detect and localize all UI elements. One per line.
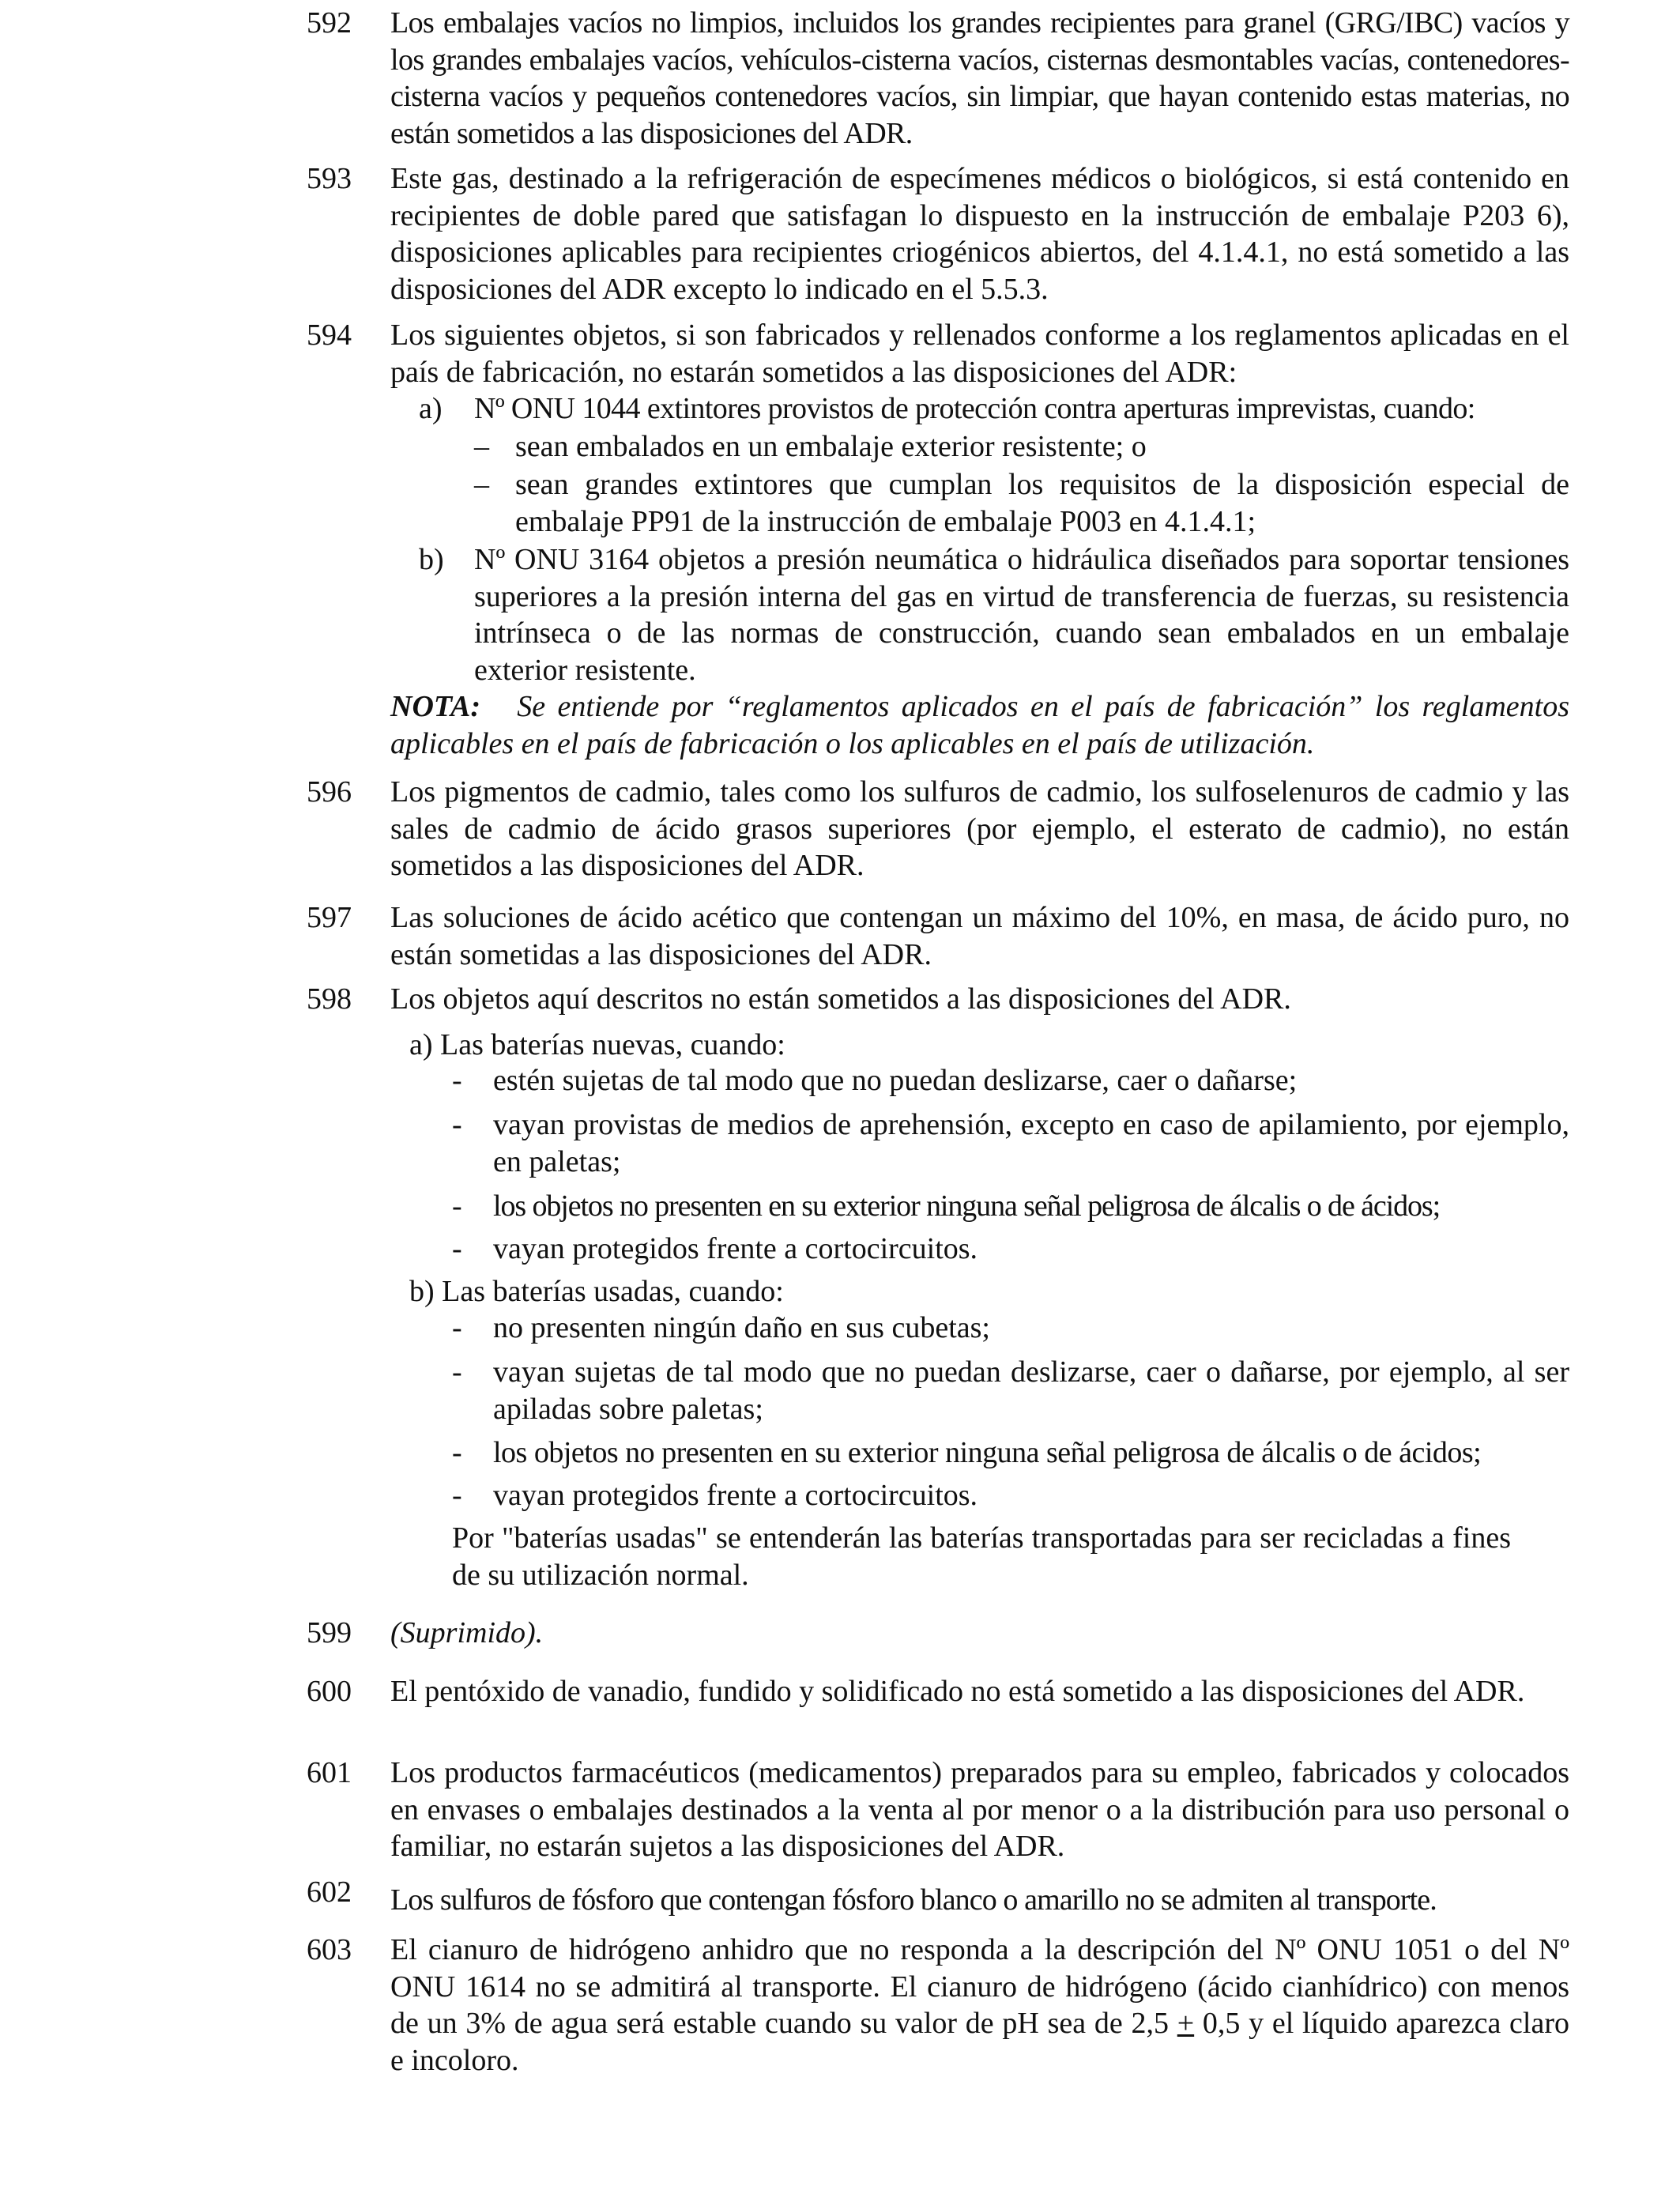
hyphen-mark: -	[452, 1311, 462, 1344]
item-label-b: b)	[419, 543, 444, 576]
b-item-1: no presenten ningún daño en sus cubetas;	[493, 1311, 990, 1344]
provision-text: Los embalajes vacíos no limpios, incluidos los grandes recipientes para granel (GRG/IBC) vacíos y los grandes embalajes vacíos, vehículos-cisterna vacíos, cisternas desmontables vacías, contenedores-cisterna vacíos y pequeños contenedores vacíos, sin limpiar, que hayan contenido estas materias, no están sometidos a las disposiciones del ADR.	[390, 6, 1569, 150]
provision-text: Los sulfuros de fósforo que contengan fósforo blanco o amarillo no se admiten al transporte.	[390, 1883, 1437, 1917]
hyphen-mark: -	[452, 1064, 462, 1097]
dash-mark: –	[474, 468, 489, 501]
provision-text: Los objetos aquí descritos no están sometidos a las disposiciones del ADR.	[390, 982, 1291, 1016]
b-item-3: los objetos no presenten en su exterior ninguna señal peligrosa de álcalis o de ácidos;	[493, 1436, 1482, 1469]
hyphen-mark: -	[452, 1108, 462, 1141]
provision-text	[390, 1932, 1569, 2079]
sub-heading-a: a) Las baterías nuevas, cuando:	[409, 1028, 785, 1061]
text-after: 0,5 y el líquido aparezca claro e incoloro.	[390, 2007, 1569, 2077]
provision-text: El pentóxido de vanadio, fundido y solidificado no está sometido a las disposiciones del ADR.	[390, 1675, 1525, 1708]
text-before: El cianuro de hidrógeno anhidro que no responda a la descripción del Nº ONU 1051 o del Nº ONU 1614 no se admitirá al transporte. El cianuro de hidrógeno (ácido cianhídrico) con menos de un 3% de agua será estable cuando su valor de pH sea de 2,5	[390, 1933, 1569, 2040]
provision-number: 596	[307, 775, 352, 809]
provision-number: 601	[307, 1756, 352, 1789]
provision-number: 603	[307, 1933, 352, 1966]
item-label-a: a)	[419, 392, 443, 425]
hyphen-mark: -	[452, 1232, 462, 1265]
item-a-dash-1: sean embalados en un embalaje exterior resistente; o	[515, 430, 1147, 463]
hyphen-mark: -	[452, 1355, 462, 1389]
item-a-dash-2: sean grandes extintores que cumplan los requisitos de la disposición especial de embalaje PP91 de la instrucción de embalaje P003 en 4.1.4.1;	[515, 468, 1569, 538]
plus-minus-sign: +	[1177, 2007, 1195, 2040]
a-item-3: los objetos no presenten en su exterior ninguna señal peligrosa de álcalis o de ácidos;	[493, 1189, 1441, 1223]
provision-text: Los productos farmacéuticos (medicamentos) preparados para su empleo, fabricados y colocados en envases o embalajes destinados a la venta al por menor o a la distribución para uso personal o familiar, no estarán sujetos a las disposiciones del ADR.	[390, 1756, 1569, 1863]
provision-number: 602	[307, 1875, 352, 1909]
b-item-4: vayan protegidos frente a cortocircuitos.	[493, 1479, 978, 1512]
note-text: Se entiende por “reglamentos aplicados en el país de fabricación” los reglamentos aplicables en el país de fabricación o los aplicables en el país de utilización.	[390, 690, 1570, 760]
note-label: NOTA:	[390, 690, 480, 723]
provision-text: Los pigmentos de cadmio, tales como los sulfuros de cadmio, los sulfoselenuros de cadmio y las sales de cadmio de ácido grasos superiores (por ejemplo, el esterato de cadmio), no están sometidos a las disposiciones del ADR.	[390, 775, 1569, 882]
provision-text: Los siguientes objetos, si son fabricados y rellenados conforme a los reglamentos aplicadas en el país de fabricación, no estarán sometidos a las disposiciones del ADR:	[390, 319, 1569, 389]
provision-number: 594	[307, 319, 352, 352]
b-item-2: vayan sujetas de tal modo que no puedan deslizarse, caer o dañarse, por ejemplo, al ser apiladas sobre paletas;	[493, 1355, 1569, 1426]
a-item-4: vayan protegidos frente a cortocircuitos.	[493, 1232, 978, 1265]
provision-number: 599	[307, 1616, 352, 1649]
provision-number: 600	[307, 1675, 352, 1708]
provision-text: Las soluciones de ácido acético que contengan un máximo del 10%, en masa, de ácido puro, no están sometidas a las disposiciones del ADR.	[390, 901, 1569, 971]
hyphen-mark: -	[452, 1189, 462, 1223]
item-text-a: Nº ONU 1044 extintores provistos de protección contra aperturas imprevistas, cuando:	[474, 392, 1475, 425]
closing-definition: Por "baterías usadas" se entenderán las baterías transportadas para ser recicladas a fines de su utilización normal.	[452, 1521, 1511, 1592]
provision-number: 593	[307, 162, 352, 195]
provision-text: (Suprimido).	[390, 1616, 544, 1649]
a-item-2: vayan provistas de medios de aprehensión, excepto en caso de apilamiento, por ejemplo, en paletas;	[493, 1108, 1569, 1178]
sub-heading-b: b) Las baterías usadas, cuando:	[409, 1275, 784, 1308]
dash-mark: –	[474, 430, 489, 463]
provision-number: 592	[307, 6, 352, 40]
provision-number: 598	[307, 982, 352, 1016]
item-text-b: Nº ONU 3164 objetos a presión neumática o hidráulica diseñados para soportar tensiones superiores a la presión interna del gas en virtud de transferencia de fuerzas, su resistencia intrínseca o de las normas de construcción, cuando sean embalados en un embalaje exterior resistente.	[474, 543, 1569, 687]
hyphen-mark: -	[452, 1479, 462, 1512]
a-item-1: estén sujetas de tal modo que no puedan deslizarse, caer o dañarse;	[493, 1064, 1298, 1097]
hyphen-mark: -	[452, 1436, 462, 1469]
provision-text: Este gas, destinado a la refrigeración de especímenes médicos o biológicos, si está contenido en recipientes de doble pared que satisfagan lo dispuesto en la instrucción de embalaje P203 6), disposiciones aplicables para recipientes criogénicos abiertos, del 4.1.4.1, no está sometido a las disposiciones del ADR excepto lo indicado en el 5.5.3.	[390, 162, 1569, 306]
provision-number: 597	[307, 901, 352, 934]
note	[390, 688, 1569, 762]
